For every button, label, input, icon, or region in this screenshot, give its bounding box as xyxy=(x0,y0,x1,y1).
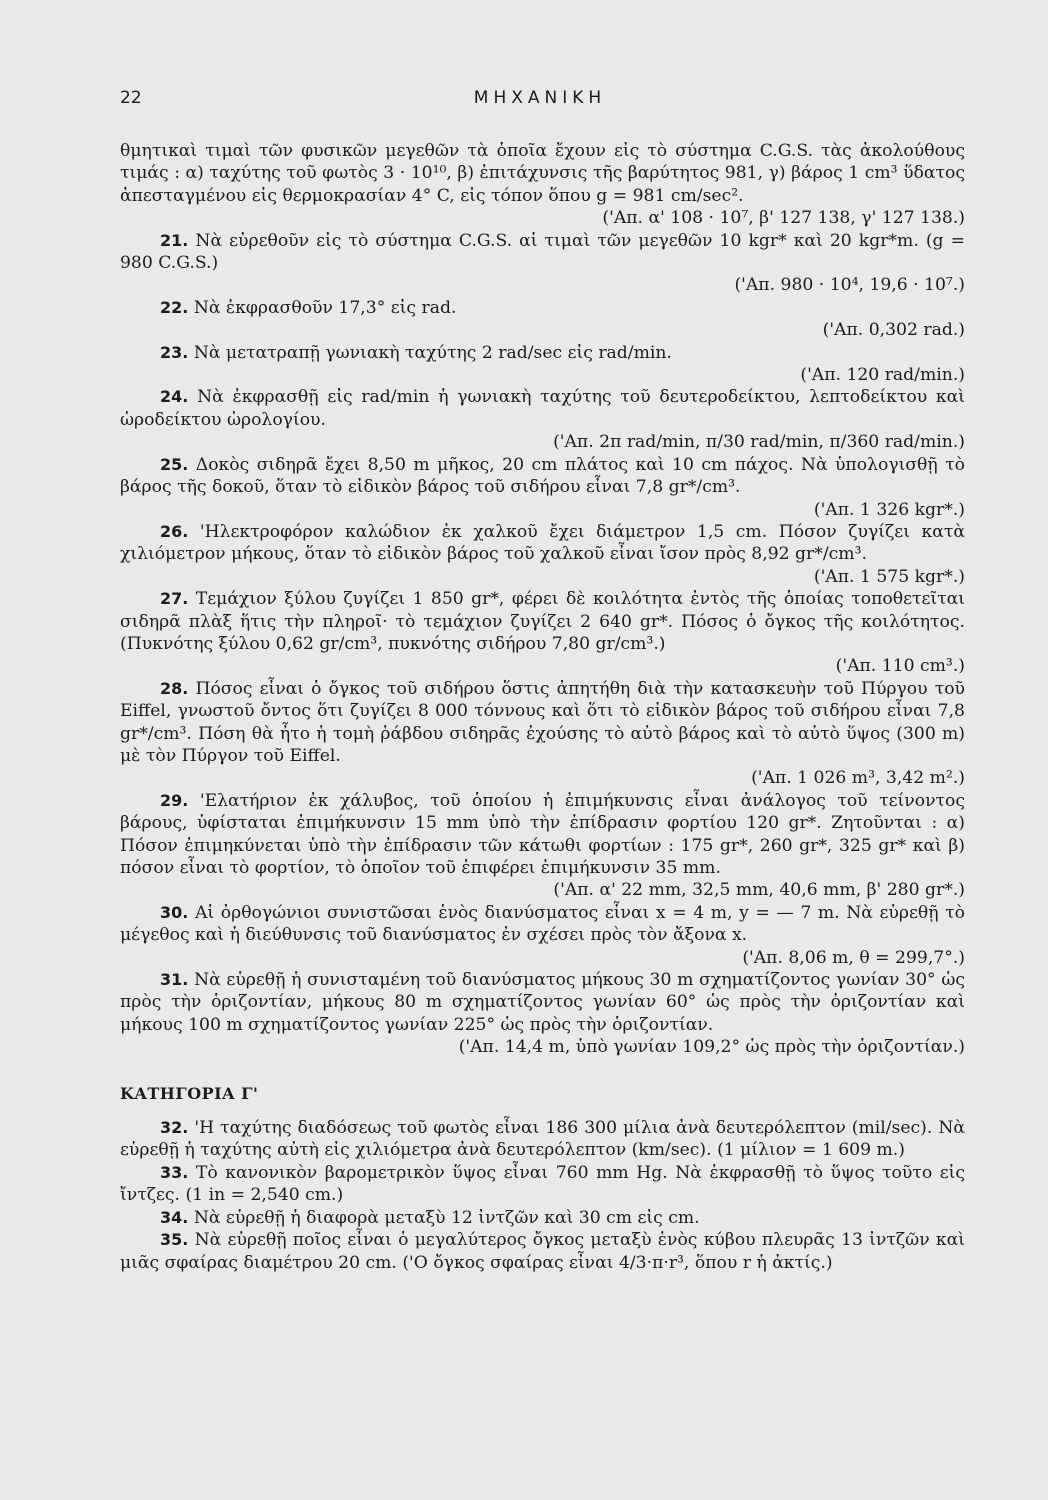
problem-number: 25. xyxy=(160,454,189,474)
problem-32 xyxy=(120,1117,965,1162)
problem-number: 28. xyxy=(160,678,189,698)
problem-text: Τὸ κανονικὸν βαρομετρικὸν ὕψος εἶναι 760 mm Hg. Νὰ ἐκφρασθῇ τὸ ὕψος τοῦτο εἰς ἴντζες. (1 in = 2,540 cm.) xyxy=(120,1162,965,1206)
problem-text: 'Ελατήριον ἐκ χάλυβος, τοῦ ὁποίου ἡ ἐπιμήκυνσις εἶναι ἀνάλογος τοῦ τείνοντος βάρους, ὑφίσταται ἐπιμήκυνσιν 15 mm ὑπὸ τὴν ἐπίδρασιν φορτίου 120 gr*. Ζητοῦνται : α) Πόσον ἐπιμηκύνεται ὑπὸ τὴν ἐπίδρασιν τῶν κάτωθι φορτίων : 175 gr*, 260 gr*, 325 gr* καὶ β) πόσον εἶναι τὸ φορτίον, τὸ ὁποῖον τοῦ ἐπιφέρει ἐπιμήκυνσιν 35 mm. xyxy=(120,790,965,878)
problem-text: Νὰ ἐκφρασθῇ εἰς rad/min ἡ γωνιακὴ ταχύτης τοῦ δευτεροδείκτου, λεπτοδείκτου καὶ ὡροδείκτου ὡρολογίου. xyxy=(120,387,965,430)
problem-21 xyxy=(120,230,965,297)
problem-text: Δοκὸς σιδηρᾶ ἔχει 8,50 m μῆκος, 20 cm πλάτος καὶ 10 cm πάχος. Νὰ ὑπολογισθῇ τὸ βάρος τῆς δοκοῦ, ὅταν τὸ εἰδικὸν βάρος τοῦ σιδήρου εἶναι 7,8 gr*/cm³. xyxy=(120,454,965,498)
page-number: 22 xyxy=(120,88,142,108)
problem-22 xyxy=(120,297,965,342)
answer: ('Απ. α' 22 mm, 32,5 mm, 40,6 mm, β' 280 gr*.) xyxy=(553,880,965,901)
problem-31 xyxy=(120,969,965,1059)
problem-text: Νὰ εὑρεθῇ ἡ διαφορὰ μεταξὺ 12 ἰντζῶν καὶ 30 cm εἰς cm. xyxy=(193,1207,700,1228)
intro-text: θμητικαὶ τιμαὶ τῶν φυσικῶν μεγεθῶν τὰ ὁποῖα ἔχουν εἰς τὸ σύστημα C.G.S. τὰς ἀκολούθους τιμάς : α) ταχύτης τοῦ φωτὸς 3 · 10¹⁰, β) ἐπιτάχυνσις τῆς βαρύτητος 981, γ) βάρος 1 cm³ ὕδατος ἀπεσταγμένου εἰς θερμοκρασίαν 4° C, εἰς τόπον ὅπου g = 981 cm/sec². xyxy=(120,141,965,206)
problem-34 xyxy=(120,1207,965,1229)
problem-text: Νὰ μετατραπῇ γωνιακὴ ταχύτης 2 rad/sec εἰς rad/min. xyxy=(193,342,672,363)
answer: ('Απ. 980 · 10⁴, 19,6 · 10⁷.) xyxy=(734,275,965,296)
problem-number: 21. xyxy=(160,230,189,250)
problem-number: 29. xyxy=(160,790,189,810)
problem-24 xyxy=(120,386,965,453)
problem-text: 'Η ταχύτης διαδόσεως τοῦ φωτὸς εἶναι 186 300 μίλια ἀνὰ δευτερόλεπτον (mil/sec). Νὰ εὑρεθῇ ἡ ταχύτης αὐτὴ εἰς χιλιόμετρα ἀνὰ δευτερόλεπτον (km/sec). (1 μίλιον = 1 609 m.) xyxy=(120,1118,965,1161)
problem-number: 30. xyxy=(160,902,189,922)
answer: ('Απ. 0,302 rad.) xyxy=(822,320,965,341)
problem-number: 24. xyxy=(160,387,189,407)
problem-number: 35. xyxy=(160,1230,189,1250)
problem-number: 34. xyxy=(160,1207,189,1227)
page-header xyxy=(120,88,960,112)
problem-text: Νὰ εὑρεθῇ ἡ συνισταμένη τοῦ διανύσματος μήκους 30 m σχηματίζοντος γωνίαν 30° ὡς πρὸς τὴν ὁριζοντίαν, μήκους 80 m σχηματίζοντος γωνίαν 60° ὡς πρὸς τὴν ὁριζοντίαν καὶ μήκους 100 m σχηματίζοντος γωνίαν 225° ὡς πρὸς τὴν ὁριζοντίαν. xyxy=(120,970,965,1035)
problem-25 xyxy=(120,454,965,521)
answer: ('Απ. 1 326 kgr*.) xyxy=(813,499,965,520)
problem-28 xyxy=(120,678,965,790)
problem-27 xyxy=(120,588,965,678)
problem-number: 22. xyxy=(160,297,189,317)
problem-29 xyxy=(120,790,965,902)
problem-text: Αἱ ὀρθογώνιοι συνιστῶσαι ἑνὸς διανύσματος εἶναι x = 4 m, y = — 7 m. Νὰ εὑρεθῇ τὸ μέγεθος καὶ ἡ διεύθυνσις τοῦ διανύσματος ἐν σχέσει πρὸς τὸν ἄξονα x. xyxy=(120,902,965,946)
problem-26 xyxy=(120,521,965,588)
section-heading: ΚΑΤΗΓΟΡΙΑ Γ' xyxy=(120,1083,259,1103)
answer: ('Απ. 1 026 m³, 3,42 m².) xyxy=(751,768,965,789)
problem-text: Νὰ εὑρεθῇ ποῖος εἶναι ὁ μεγαλύτερος ὄγκος μεταξὺ ἑνὸς κύβου πλευρᾶς 13 ἰντζῶν καὶ μιᾶς σφαίρας διαμέτρου 20 cm. ('Ο ὄγκος σφαίρας εἶναι 4/3·π·r³, ὅπου r ἡ ἀκτίς.) xyxy=(120,1230,965,1273)
answer: ('Απ. α' 108 · 10⁷, β' 127 138, γ' 127 138.) xyxy=(602,208,965,229)
problem-text: Τεμάχιον ξύλου ζυγίζει 1 850 gr*, φέρει δὲ κοιλότητα ἐντὸς τῆς ὁποίας τοποθετεῖται σιδηρᾶ πλὰξ ἥτις τὴν πληροῖ· τὸ τεμάχιον ζυγίζει 2 640 gr*. Πόσος ὁ ὄγκος τῆς κοιλότητος. (Πυκνότης ξύλου 0,62 gr/cm³, πυκνότης σιδήρου 7,80 gr/cm³.) xyxy=(120,589,965,654)
problem-23 xyxy=(120,342,965,387)
problem-text: Νὰ εὑρεθοῦν εἰς τὸ σύστημα C.G.S. αἱ τιμαὶ τῶν μεγεθῶν 10 kgr* καὶ 20 kgr*m. (g = 980 C.G.S.) xyxy=(120,230,966,274)
answer: ('Απ. 2π rad/min, π/30 rad/min, π/360 rad/min.) xyxy=(553,432,965,453)
answer: ('Απ. 14,4 m, ὑπὸ γωνίαν 109,2° ὡς πρὸς τὴν ὁριζοντίαν.) xyxy=(458,1037,965,1058)
problem-text: Νὰ ἐκφρασθοῦν 17,3° εἰς rad. xyxy=(193,297,457,318)
intro-paragraph xyxy=(120,140,965,230)
answer: ('Απ. 120 rad/min.) xyxy=(800,365,965,386)
problem-30 xyxy=(120,902,965,969)
answer: ('Απ. 1 575 kgr*.) xyxy=(813,566,965,587)
problem-35 xyxy=(120,1229,965,1274)
page-content xyxy=(120,140,965,1274)
answer: ('Απ. 8,06 m, θ = 299,7°.) xyxy=(742,947,965,968)
problem-text: 'Ηλεκτροφόρον καλώδιον ἐκ χαλκοῦ ἔχει διάμετρον 1,5 cm. Πόσον ζυγίζει κατὰ χιλιόμετρον μήκους, ὅταν τὸ εἰδικὸν βάρος τοῦ χαλκοῦ εἶναι ἴσον πρὸς 8,92 gr*/cm³. xyxy=(120,521,965,565)
problem-number: 27. xyxy=(160,589,189,609)
problem-number: 32. xyxy=(160,1118,189,1138)
problem-text: Πόσος εἶναι ὁ ὄγκος τοῦ σιδήρου ὅστις ἀπητήθη διὰ τὴν κατασκευὴν τοῦ Πύργου τοῦ Eiffel, γνωστοῦ ὄντος ὅτι ζυγίζει 8 000 τόννους καὶ ὅτι τὸ εἰδικὸν βάρος τοῦ σιδήρου εἶναι 7,8 gr*/cm³. Πόση θὰ ἦτο ἡ τομὴ ῥάβδου σιδηρᾶς ἐχούσης τὸ αὐτὸ βάρος καὶ τὸ αὐτὸ ὕψος (300 m) μὲ τὸν Πύργον τοῦ Eiffel. xyxy=(120,678,965,766)
problem-number: 26. xyxy=(160,521,189,541)
answer: ('Απ. 110 cm³.) xyxy=(835,656,965,677)
running-title: ΜΗΧΑΝΙΚΗ xyxy=(473,88,607,108)
problem-number: 31. xyxy=(160,970,189,990)
problem-number: 23. xyxy=(160,342,189,362)
problem-number: 33. xyxy=(160,1162,189,1182)
problem-33 xyxy=(120,1162,965,1207)
